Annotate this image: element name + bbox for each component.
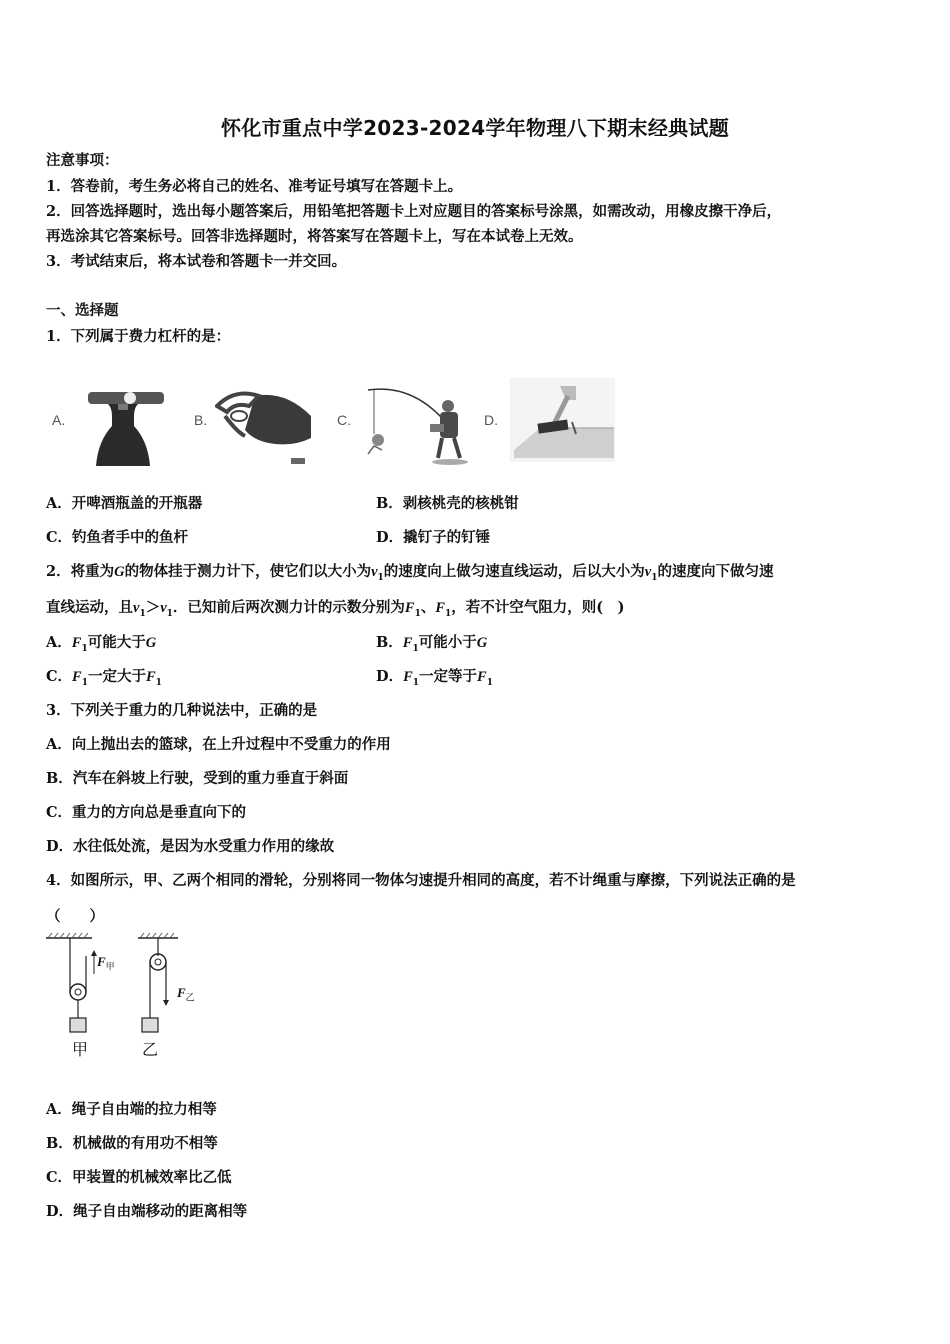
q2-stem-line2: 直线运动，且$v_1>v_1$．已知前后两次测力计的示数分别为$F_1$、$F_1$，若不计空气阻力，则( ) [46, 599, 625, 619]
fishing-rod-image [360, 384, 480, 470]
q2-option-a: A．$F_1$可能大于G [46, 634, 157, 654]
q4-option-d: D．绳子自由端移动的距离相等 [46, 1203, 248, 1220]
q4-option-b: B．机械做的有用功不相等 [46, 1135, 218, 1152]
force-label-jia: $F_甲$ [97, 954, 115, 973]
pulley-label-yi: 乙 [142, 1040, 159, 1059]
notice-item-2: 2．回答选择题时，选出每小题答案后，用铅笔把答题卡上对应题目的答案标号涂黑，如需改动，用橡皮擦干净后， [46, 203, 782, 220]
nutcracker-image [215, 386, 315, 470]
q3-option-d: D．水往低处流，是因为水受重力作用的缘故 [46, 838, 335, 855]
q3-stem: 3．下列关于重力的几种说法中，正确的是 [46, 702, 318, 719]
q2-stem-line1: 2．将重为G的物体挂于测力计下，使它们以大小为$v_1$的速度向上做匀速直线运动，后以大小为$v_1$的速度向下做匀速 [46, 563, 774, 583]
q3-option-b: B．汽车在斜坡上行驶，受到的重力垂直于斜面 [46, 770, 349, 787]
q1-stem: 1．下列属于费力杠杆的是： [46, 328, 231, 345]
q1-image-label-d: D. [484, 412, 498, 428]
q1-option-a: A．开啤酒瓶盖的开瓶器 [46, 495, 203, 512]
bottle-opener-image [82, 386, 172, 470]
q4-option-c: C．甲装置的机械效率比乙低 [46, 1169, 232, 1186]
q2-option-d: D．$F_1$一定等于$F_1$ [376, 668, 493, 688]
q2-option-b: B．$F_1$可能小于G [376, 634, 488, 654]
page-title: 怀化市重点中学2023-2024学年物理八下期末经典试题 [220, 116, 730, 140]
section-heading: 一、选择题 [46, 302, 119, 319]
q1-image-label-c: C. [337, 412, 351, 428]
q1-option-d: D．撬钉子的钉锤 [376, 529, 491, 546]
q4-paren: （ ） [46, 908, 104, 925]
pulley-label-jia: 甲 [72, 1040, 89, 1059]
q1-option-b: B．剥核桃壳的核桃钳 [376, 495, 519, 512]
force-label-yi: $F_乙$ [177, 985, 195, 1004]
claw-hammer-image [510, 378, 615, 466]
q4-stem: 4．如图所示，甲、乙两个相同的滑轮，分别将同一物体匀速提升相同的高度，若不计绳重与摩擦，下列说法正确的是 [46, 872, 796, 889]
q2-option-c: C．$F_1$一定大于$F_1$ [46, 668, 162, 688]
notice-item-2-cont: 再选涂其它答案标号。回答非选择题时，将答案写在答题卡上，写在本试卷上无效。 [46, 228, 583, 245]
q1-image-label-b: B. [194, 412, 208, 428]
q3-option-c: C．重力的方向总是垂直向下的 [46, 804, 247, 821]
q3-option-a: A．向上抛出去的篮球，在上升过程中不受重力的作用 [46, 736, 391, 753]
notice-item-1: 1．答卷前，考生务必将自己的姓名、准考证号填写在答题卡上。 [46, 178, 463, 195]
notice-item-3: 3．考试结束后，将本试卷和答题卡一并交回。 [46, 253, 347, 270]
q4-option-a: A．绳子自由端的拉力相等 [46, 1101, 217, 1118]
q1-option-c: C．钓鱼者手中的鱼杆 [46, 529, 189, 546]
q1-image-label-a: A. [52, 412, 66, 428]
notice-heading: 注意事项： [46, 152, 119, 169]
